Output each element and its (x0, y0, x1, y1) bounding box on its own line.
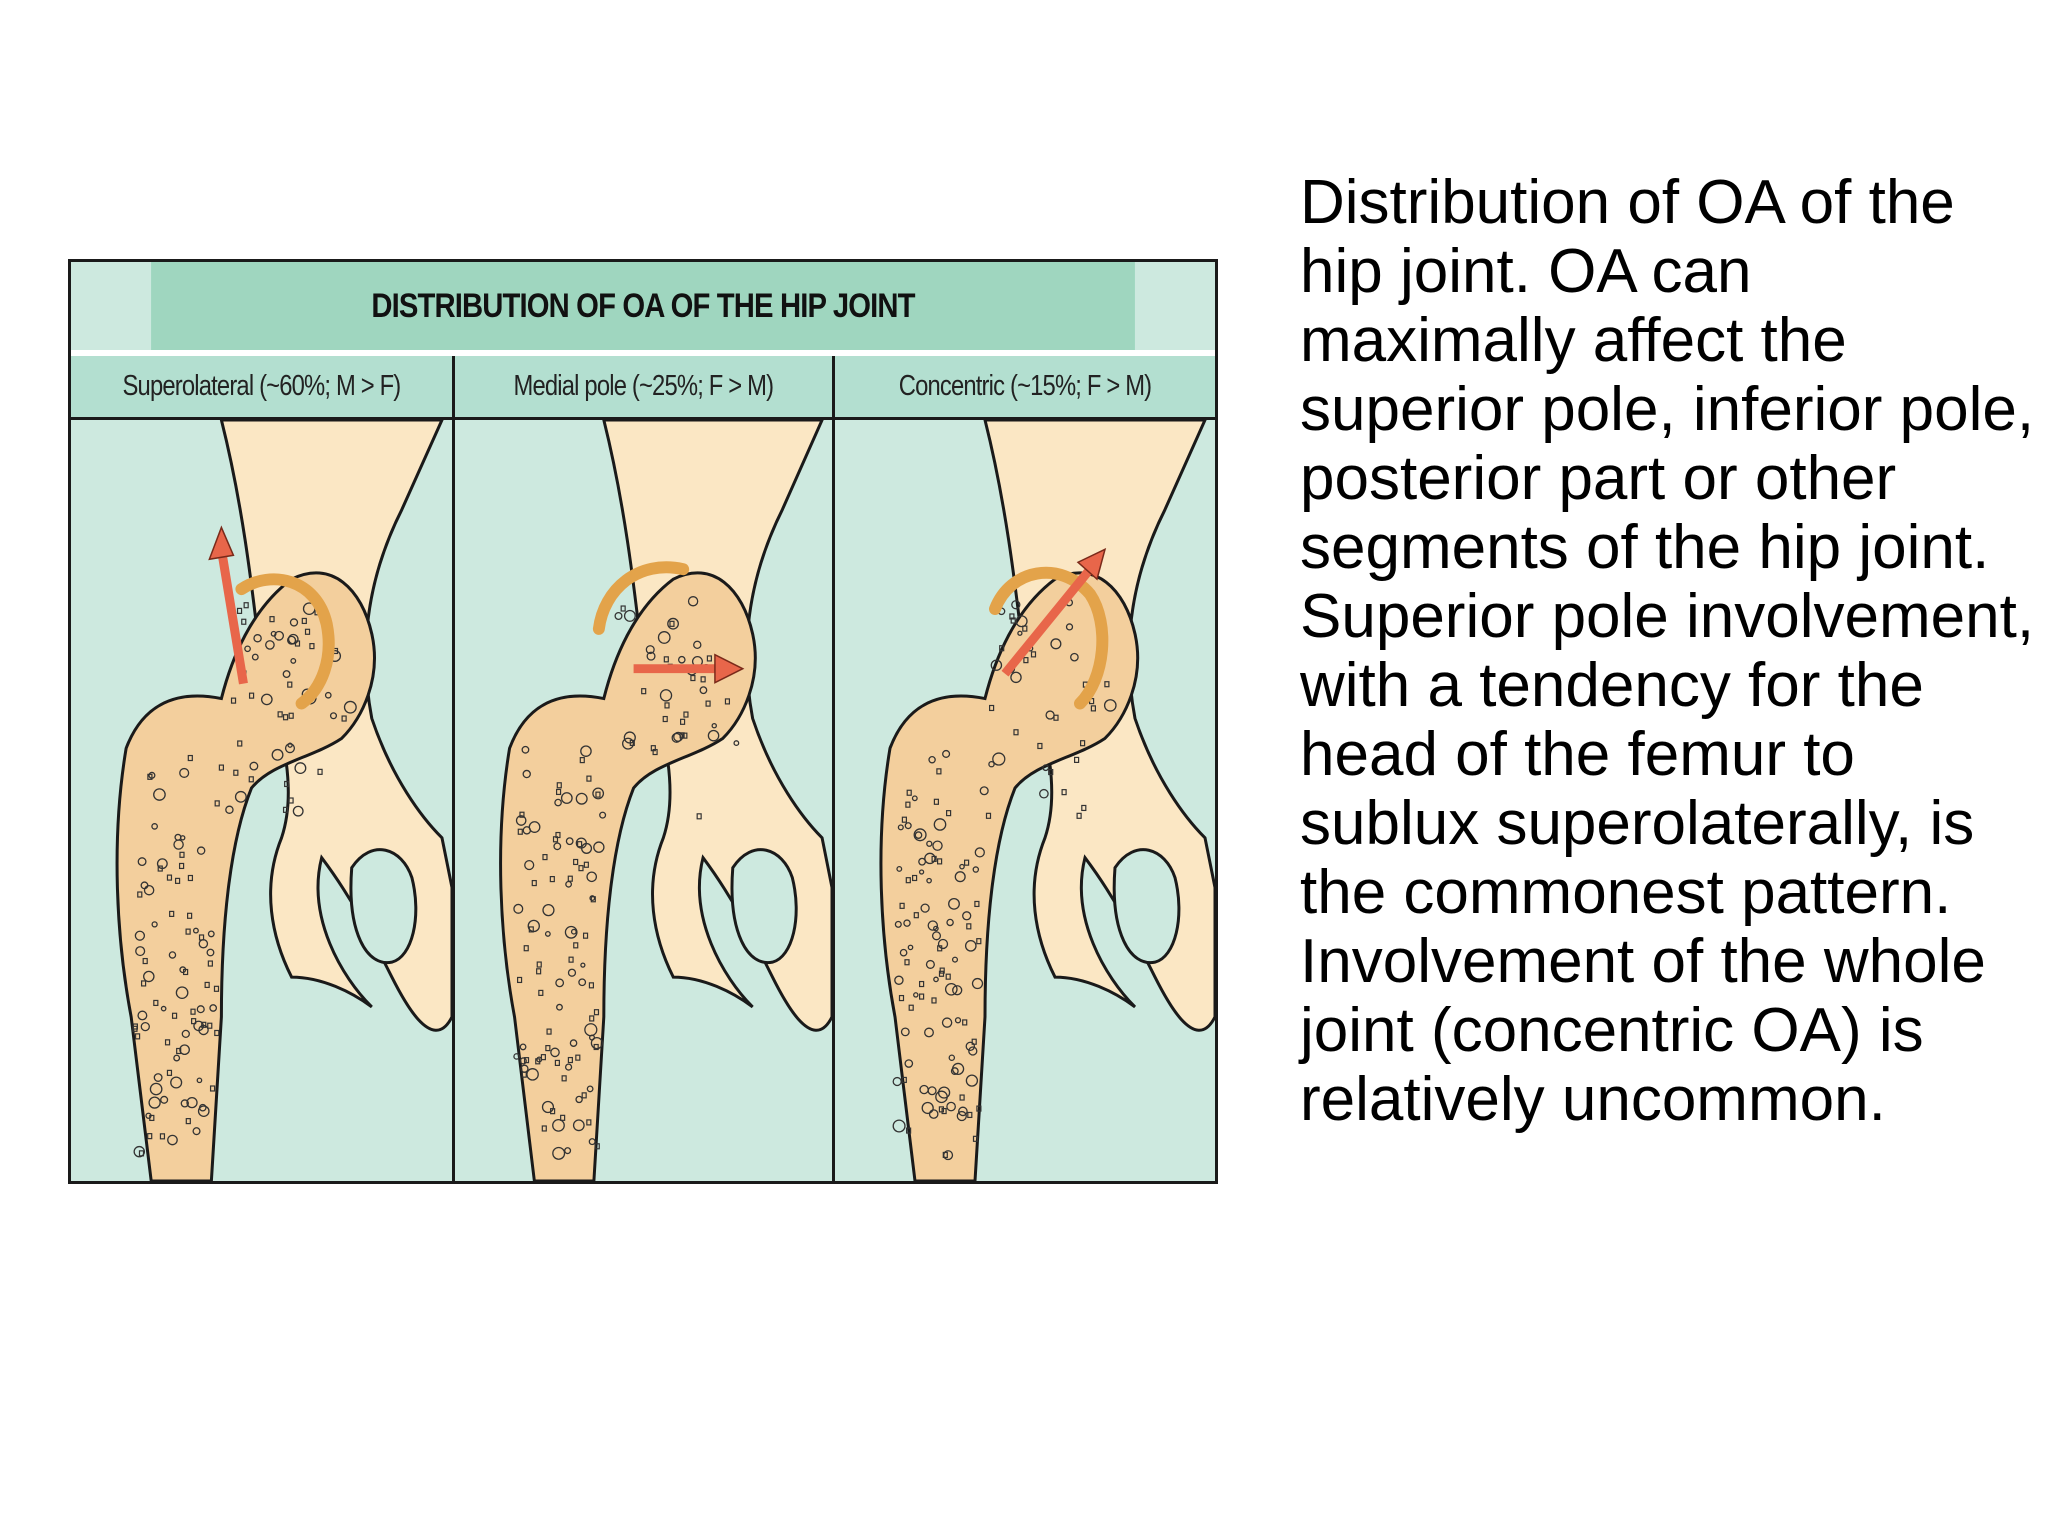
trabecula-mark (893, 1078, 901, 1086)
panel-superolateral (71, 356, 452, 1181)
hip-illustration-concentric (835, 420, 1215, 1181)
panel-label-superolateral: Superolateral (~60%; M > F) (71, 356, 452, 420)
trabecula-mark (893, 1120, 905, 1132)
hip-illustration-superolateral (71, 420, 452, 1181)
trabecula-mark (621, 606, 625, 611)
hip-oa-figure (68, 259, 1218, 1184)
trabecula-mark (615, 613, 622, 620)
panel-concentric (835, 356, 1215, 1181)
trabecula-mark (244, 603, 248, 608)
panel-label-medial: Medial pole (~25%; F > M) (455, 356, 832, 420)
hip-joint-svg (835, 420, 1215, 1181)
trabecula-mark (1040, 790, 1048, 798)
obturator-foramen (1114, 850, 1179, 963)
trabecula-mark (242, 619, 246, 624)
figure-title: DISTRIBUTION OF OA OF THE HIP JOINT (151, 262, 1135, 350)
hip-illustration-medial (455, 420, 832, 1181)
panel-medial (455, 356, 832, 1181)
trabecula-mark (139, 1151, 143, 1156)
panel-label-concentric: Concentric (~15%; F > M) (835, 356, 1215, 420)
description-text: Distribution of OA of the hip joint. OA can maximally affect the superior pole, inferior pole, posterior part or other segments of the hip joint. Superior pole involvement, with a tendency for the head of the femur to sublux superolaterally, is the commonest pattern. Involvement of the whole joint (concentric OA) is relatively uncommon. (1300, 168, 2035, 1134)
obturator-foramen (351, 850, 416, 963)
hip-joint-svg (71, 420, 452, 1181)
obturator-foramen (732, 850, 796, 963)
trabecula-mark (625, 610, 636, 621)
direction-arrow-head (209, 527, 233, 559)
trabecula-mark (238, 608, 242, 613)
hip-joint-svg (455, 420, 832, 1181)
